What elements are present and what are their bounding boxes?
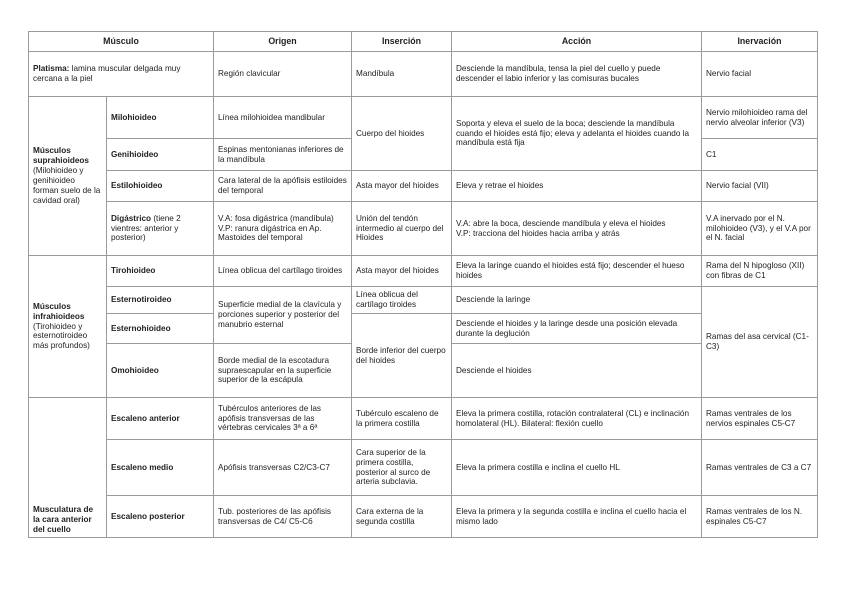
cell-platisma-accion: Desciende la mandíbula, tensa la piel del cuello y puede descender el labio inferior y las comisuras bucales [452, 52, 702, 97]
header-accion: Acción [452, 32, 702, 52]
digastrico-accion-va: V.A: abre la boca, desciende mandíbula y eleva el hioides [456, 218, 666, 228]
cell-tirohioideo-insercion: Asta mayor del hioides [352, 256, 452, 287]
table-row [29, 97, 818, 139]
cell-esternotiroideo-insercion: Línea oblicua del cartílago tiroides [352, 287, 452, 314]
cell-estilohioideo-origen: Cara lateral de la apófisis estiloides del temporal [214, 171, 352, 202]
platisma-desc: lamina muscular delgada muy cercana a la piel [33, 64, 181, 83]
cell-genihioideo-name: Genihioideo [107, 139, 214, 171]
cell-escaleno-posterior-name: Escaleno posterior [107, 496, 214, 538]
cell-digastrico-inervacion: V.A inervado por el N. milohioideo (V3), y el V.A por el N. facial [702, 202, 818, 256]
digastrico-note: (tiene 2 vientres: anterior y posterior) [111, 213, 181, 243]
cell-milohioideo-origen: Línea milohioidea mandibular [214, 97, 352, 139]
cell-escaleno-posterior-origen: Tub. posteriores de las apófisis transversas de C4/ C5-C6 [214, 496, 352, 538]
cell-escaleno-posterior-accion: Eleva la primera y la segunda costilla e inclina el cuello hacia el mismo lado [452, 496, 702, 538]
cell-borde-insercion: Borde inferior del cuerpo del hioides [352, 314, 452, 398]
cell-escaleno-anterior-accion: Eleva la primera costilla, rotación contralateral (CL) e inclinación homolateral (HL). Bilateral: flexión cuello [452, 398, 702, 440]
cell-escaleno-anterior-name: Escaleno anterior [107, 398, 214, 440]
cell-tirohioideo-accion: Eleva la laringe cuando el hioides está fijo; descender el hueso hioides [452, 256, 702, 287]
cell-estilohioideo-name: Estilohioideo [107, 171, 214, 202]
cell-milo-geni-accion: Soporta y eleva el suelo de la boca; desciende la mandíbula cuando el hioides está fijo; eleva y adelanta el hioides cuando la mandíbula está fija [452, 97, 702, 171]
cell-escaleno-medio-name: Escaleno medio [107, 440, 214, 496]
suprahioideos-name: Músculos suprahioideos [33, 146, 89, 166]
cell-escaleno-posterior-inervacion: Ramas ventrales de los N. espinales C5-C7 [702, 496, 818, 538]
cell-escaleno-anterior-insercion: Tubérculo escaleno de la primera costilla [352, 398, 452, 440]
cell-platisma-insercion: Mandíbula [352, 52, 452, 97]
table-row [29, 287, 818, 314]
cell-digastrico-insercion: Unión del tendón intermedio al cuerpo del Hioides [352, 202, 452, 256]
cell-milohioideo-inervacion: Nervio milohioideo rama del nervio alveolar inferior (V3) [702, 97, 818, 139]
cell-escaleno-anterior-inervacion: Ramas ventrales de los nervios espinales C5-C7 [702, 398, 818, 440]
cell-esternohioideo-accion: Desciende el hioides y la laringe desde una posición elevada durante la deglución [452, 314, 702, 344]
cell-escaleno-posterior-insercion: Cara externa de la segunda costilla [352, 496, 452, 538]
cell-escaleno-medio-accion: Eleva la primera costilla e inclina el cuello HL [452, 440, 702, 496]
cell-platisma-origen: Región clavicular [214, 52, 352, 97]
infrahioideos-note: (Tirohioideo y esternotiroideo más profundos) [33, 321, 90, 351]
cell-digastrico-accion [452, 202, 702, 256]
cell-esterno-origen: Superficie medial de la clavícula y porciones superior y posterior del manubrio esternal [214, 287, 352, 344]
cell-platisma-name [29, 52, 214, 97]
header-origen: Origen [214, 32, 352, 52]
cell-estilohioideo-insercion: Asta mayor del hioides [352, 171, 452, 202]
table-row [29, 496, 818, 538]
table-row [29, 398, 818, 440]
cuello-name: Musculatura de la cara anterior del cuello [33, 505, 94, 535]
table-row [29, 202, 818, 256]
cell-esternohioideo-name: Esternohioideo [107, 314, 214, 344]
cell-digastrico-origen [214, 202, 352, 256]
cell-tirohioideo-name: Tirohioideo [107, 256, 214, 287]
cell-estilohioideo-inervacion: Nervio facial (VII) [702, 171, 818, 202]
group-cuello [29, 398, 107, 538]
cell-omohioideo-origen: Borde medial de la escotadura supraescapular en la superficie superior de la escápula [214, 344, 352, 398]
cell-estilohioideo-accion: Eleva y retrae el hioides [452, 171, 702, 202]
cell-omohioideo-name: Omohioideo [107, 344, 214, 398]
header-insercion: Inserción [352, 32, 452, 52]
header-row [29, 32, 818, 52]
cell-tirohioideo-inervacion: Rama del N hipogloso (XII) con fibras de C1 [702, 256, 818, 287]
cell-esternotiroideo-name: Esternotiroideo [107, 287, 214, 314]
cell-esternotiroideo-accion: Desciende la laringe [452, 287, 702, 314]
cell-escaleno-medio-inervacion: Ramas ventrales de C3 a C7 [702, 440, 818, 496]
group-suprahioideos [29, 97, 107, 256]
digastrico-origen-vp: V.P: ranura digástrica en Ap. Mastoides del temporal [218, 223, 322, 243]
table-row [29, 171, 818, 202]
header-musculo: Músculo [29, 32, 214, 52]
cell-platisma-inervacion: Nervio facial [702, 52, 818, 97]
muscle-table [28, 31, 818, 538]
table-row [29, 440, 818, 496]
cell-omohioideo-accion: Desciende el hioides [452, 344, 702, 398]
table-row [29, 256, 818, 287]
cell-escaleno-anterior-origen: Tubérculos anteriores de las apófisis transversas de las vértebras cervicales 3ª a 6ª [214, 398, 352, 440]
cell-milo-geni-insercion: Cuerpo del hioides [352, 97, 452, 171]
table-row [29, 314, 818, 344]
suprahioideos-note: (Milohioideo y genihioideo forman suelo de la cavidad oral) [33, 166, 101, 205]
cell-tirohioideo-origen: Línea oblicua del cartílago tiroides [214, 256, 352, 287]
infrahioideos-name: Músculos infrahioideos [33, 301, 85, 321]
digastrico-name: Digástrico [111, 213, 152, 223]
cell-asa-inervacion: Ramas del asa cervical (C1-C3) [702, 287, 818, 398]
cell-escaleno-medio-insercion: Cara superior de la primera costilla, posterior al surco de arteria subclavia. [352, 440, 452, 496]
digastrico-origen-va: V.A: fosa digástrica (mandíbula) [218, 213, 334, 223]
digastrico-accion-vp: V.P: tracciona del hioides hacia arriba y atrás [456, 228, 620, 238]
cell-genihioideo-inervacion: C1 [702, 139, 818, 171]
header-inervacion: Inervación [702, 32, 818, 52]
table-row [29, 52, 818, 97]
cell-genihioideo-origen: Espinas mentonianas inferiores de la mandíbula [214, 139, 352, 171]
group-infrahioideos [29, 256, 107, 398]
cell-digastrico-name [107, 202, 214, 256]
platisma-name: Platisma: [33, 64, 70, 74]
cell-milohioideo-name: Milohioideo [107, 97, 214, 139]
cell-escaleno-medio-origen: Apófisis transversas C2/C3-C7 [214, 440, 352, 496]
